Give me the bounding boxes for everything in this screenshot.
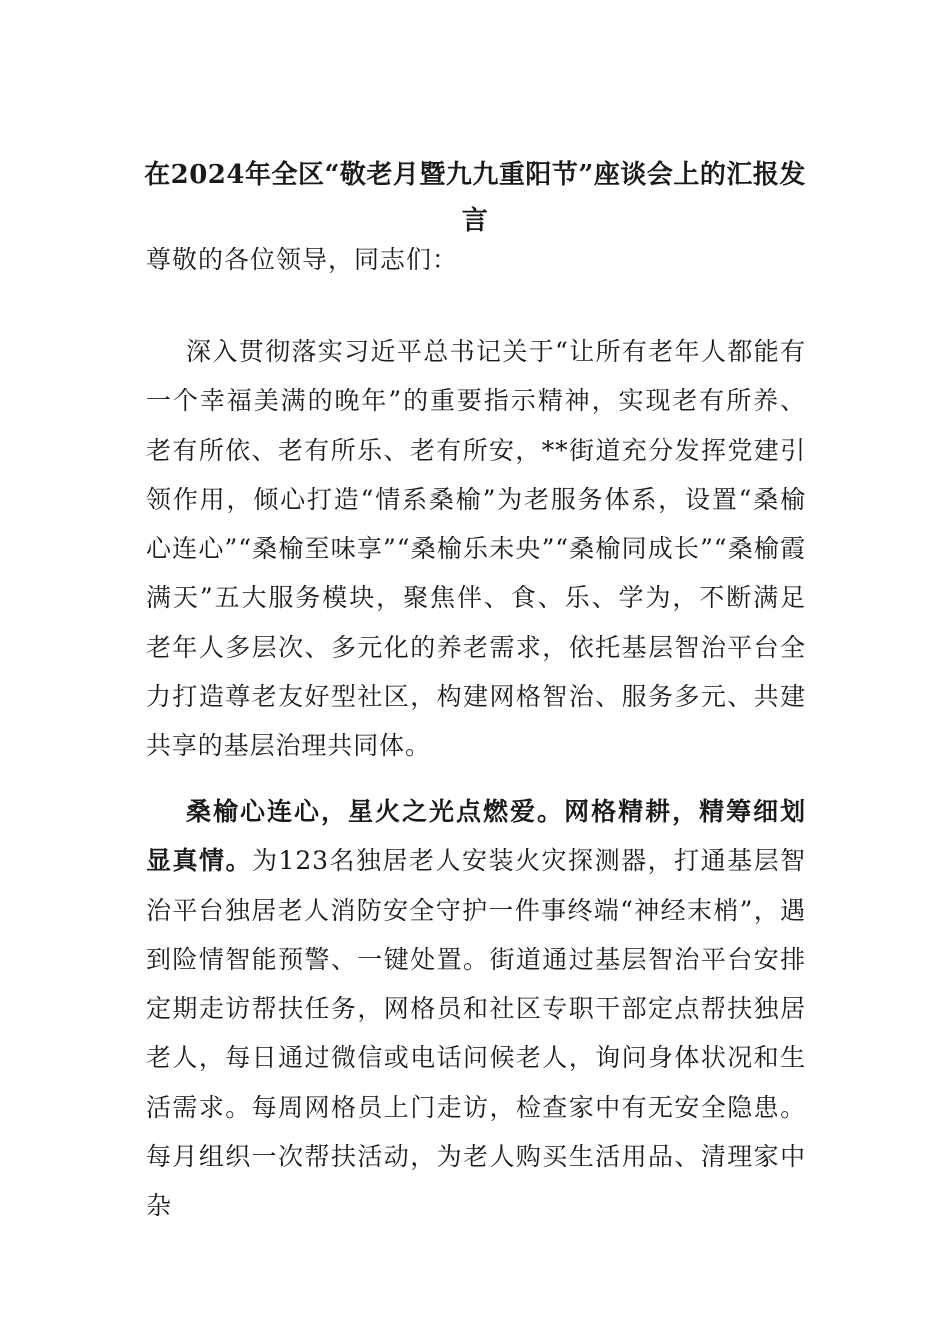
section-one-text: 为123名独居老人安装火灾探测器，打通基层智治平台独居老人消防安全守护一件事终端“神经末梢”，遇到险情智能预警、一键处置。街道通过基层智治平台安排定期走访帮扶任务，网格员和社区专职干部定点帮扶独居老人，每日通过微信或电话问候老人，询问身体状况和生活需求。每周网格员上门走访，检查家中有无安全隐患。每月组织一次帮扶活动，为老人购买生活用品、清理家中杂: [146, 846, 806, 1221]
greeting: 尊敬的各位领导，同志们：: [146, 245, 459, 274]
paragraph-intro-text: 深入贯彻落实习近平总书记关于“让所有老年人都能有一个幸福美满的晚年”的重要指示精神，实现老有所养、老有所依、老有所乐、老有所安，**街道充分发挥党建引领作用，倾心打造“情系桑榆”为老服务体系，设置“桑榆心连心”“桑榆至味享”“桑榆乐未央”“桑榆同成长”“桑榆霞满天”五大服务模块，聚焦伴、食、乐、学为，不断满足老年人多层次、多元化的养老需求，依托基层智治平台全力打造尊老友好型社区，构建网格智治、服务多元、共建共享的基层治理共同体。: [146, 337, 806, 761]
section-one-heading: 桑榆心连心，星火之光点燃爱。网格精耕，精筹细划显真情。: [146, 797, 806, 876]
paragraph-intro: [146, 327, 806, 771]
paragraph-section-one: [146, 787, 806, 1231]
document-title: 在2024年全区“敬老月暨九九重阳节”座谈会上的汇报发言: [144, 160, 806, 236]
